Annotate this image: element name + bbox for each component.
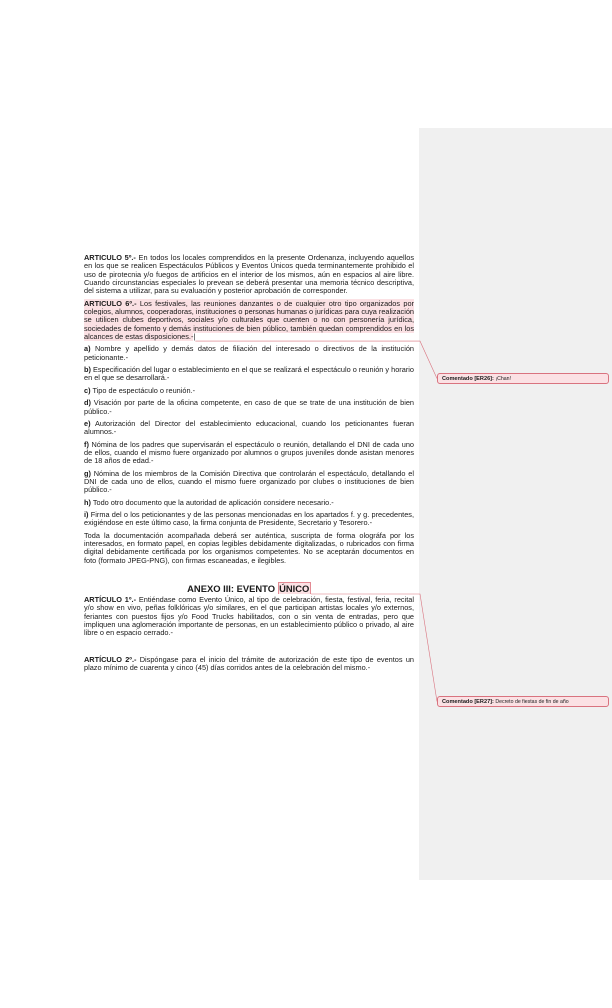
article-5-title: ARTICULO 5º.- <box>84 253 136 262</box>
comment-connector-er26 <box>195 341 437 378</box>
documentation-paragraph: Toda la documentación acompañada deberá ser auténtica, suscripta de forma olográfa por los interesados, en formato papel, en copias legibles debidamente digitalizadas, o rubricados con firma digital debidamente certificada por los organismos competentes. No se aceptarán documentos en foto (formato JPEG-PNG), con firmas escaneadas, e ilegibles. <box>84 530 414 565</box>
item-letter: a) <box>84 344 91 354</box>
comment-author-label: Comentado [ER26]: <box>442 376 494 382</box>
item-letter: b) <box>84 365 91 375</box>
comment-anchor-er26: | <box>193 332 196 342</box>
article-6-text: Los festivales, las reuniones danzantes o de cualquier otro tipo organizados por colegios, alumnos, cooperadoras, instituciones o personas humanas o jurídicas para cuya realización se utilicen clubes deportivos, sociales y/o culturales que cuenten o no con personería jurídica, sociedades de fomento y demás instituciones de bien público, también quedan comprendidos en los alcances de estas disposiciones.- <box>84 298 414 342</box>
comment-connector-er27 <box>311 594 437 702</box>
item-text: Todo otro documento que la autoridad de aplicación considere necesario.- <box>90 497 334 507</box>
annex-article-1-title: ARTÍCULO 1º.- <box>84 595 137 604</box>
comment-er27[interactable] <box>437 696 609 707</box>
item-text: Firma del o los peticionantes y de las personas mencionadas en los apartados f. y g. precedentes, exigiéndose en este último caso, la firma conjunta de Presidente, Secretario y Tesorero.- <box>84 509 414 528</box>
item-text: Tipo de espectáculo o reunión.- <box>90 385 196 395</box>
item-letter: i) <box>84 509 89 519</box>
item-letter: g) <box>84 468 91 478</box>
comment-text: Decreto de fiestas de fin de año <box>493 699 569 705</box>
comment-text: ¡Chan! <box>493 376 511 382</box>
article-6-title: ARTICULO 6º.- <box>84 298 137 308</box>
item-text: Visación por parte de la oficina competente, en caso de que se trate de una institución de bien público.- <box>84 398 414 416</box>
item-text: Nómina de los padres que supervisarán el espectáculo o reunión, detallando el DNI de cada uno de ellos, cuando el mismo fuere organizado por alumnos o grupos juveniles donde asistan menores de 18 años de edad.- <box>84 439 414 466</box>
item-text: Autorización del Director del establecimiento educacional, cuando los peticionantes fueran alumnos.- <box>84 418 414 437</box>
item-letter: e) <box>84 418 91 428</box>
article-5-text: En todos los locales comprendidos en la presente Ordenanza, incluyendo aquellos en los que se realicen Espectáculos Públicos y Eventos Únicos queda terminantemente prohibido el uso de pirotecnia y/o fuegos de artificios en el interior de los mismos, aún en espacios al aire libre. Cuando circunstancias especiales lo prevean se deberá presentar una memoria técnico descriptiva, del sistema a utilizar, para su evaluación y posterior aprobación de corresponder. <box>84 253 414 296</box>
item-text: Especificación del lugar o establecimiento en el que se realizará el espectáculo o reunión y horario en el que se desarrollará.- <box>84 365 414 383</box>
item-text: Nómina de los miembros de la Comisión Directiva que controlarán el espectáculo, detallando el DNI de cada uno de ellos, cuando el mismo fuere organizado por clubes o instituciones de bien público.- <box>84 468 414 495</box>
item-letter: d) <box>84 398 91 408</box>
annex-article-1-text: Entiéndase como Evento Único, al tipo de celebración, fiesta, festival, feria, recital y/o show en vivo, peñas folklóricas y/o similares, en el que participan artistas locales y/o externos, feriantes con puestos fijos y/o Food Trucks habilitados, con o sin venta de entradas, pero que impliquen una aglomeración importante de personas, en un establecimiento público o privado, al aire libre o en espacio cerrado.- <box>84 595 414 638</box>
annex-article-2-title: ARTÍCULO 2º.- <box>84 654 137 664</box>
comment-author-label: Comentado [ER27]: <box>442 699 494 705</box>
comment-anchor-er27[interactable]: ÚNICO <box>279 583 310 594</box>
item-letter: f) <box>84 439 89 449</box>
annex-article-2-text: Dispóngase para el inicio del trámite de autorización de este tipo de eventos un plazo mínimo de cuarenta y cinco (45) días corridos antes de la celebración del mismo.- <box>84 654 414 673</box>
item-letter: h) <box>84 497 91 507</box>
item-text: Nombre y apellido y demás datos de filiación del interesado o directivos de la institución peticionante.- <box>84 344 414 362</box>
item-letter: c) <box>84 385 91 395</box>
comment-er26[interactable] <box>437 373 609 384</box>
annex-heading-text: ANEXO III: EVENTO <box>187 583 278 594</box>
